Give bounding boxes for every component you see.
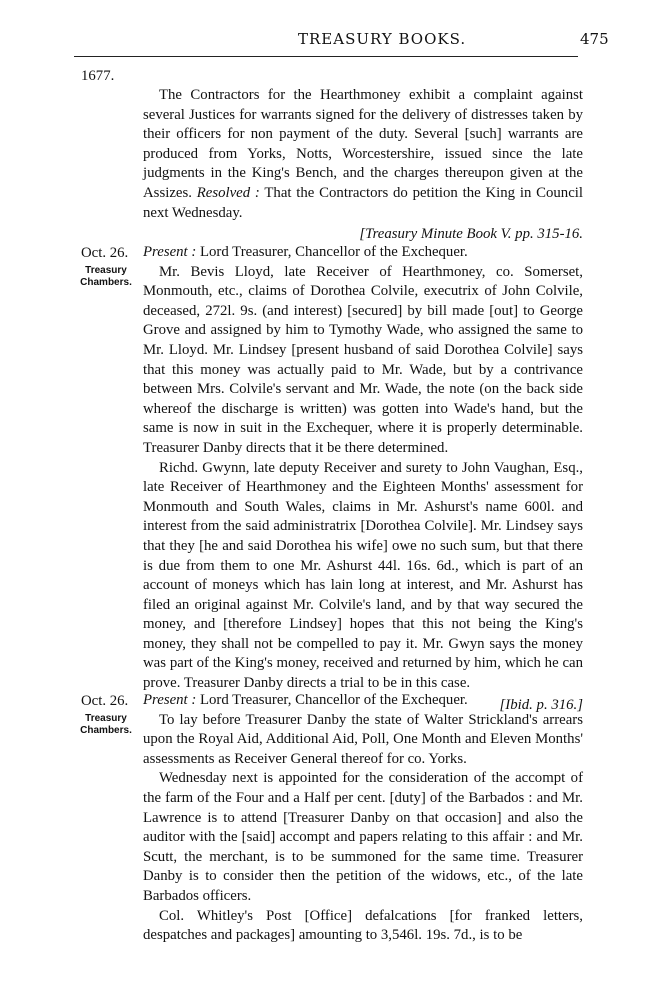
running-head	[0, 30, 672, 50]
entry-3	[143, 691, 583, 946]
running-title: TREASURY BOOKS.	[298, 30, 467, 48]
entry-3-date: Oct. 26.	[81, 693, 129, 709]
resolved-label: Resolved :	[196, 184, 260, 201]
entry-1-paragraph: The Contractors for the Hearthmoney exhibit a complaint against several Justices for warrants signed for the delivery of distresses taken by their officers for non payment of the duty. Several [such] warrants are produced from Yorks, Notts, Worcestershire, issued since the late judgments in the King's Bench, and the charges thereupon given at the Assizes. Resolved : That the Contractors do petition the King in Council next Wednesday.	[143, 87, 583, 221]
entry-1-source: [Treasury Minute Book V. pp. 315-16.	[359, 226, 583, 243]
entry-2-paragraph-1: Mr. Bevis Lloyd, late Receiver of Hearthmoney, co. Somerset, Monmouth, etc., claims of Dorothea Colvile, executrix of John Colvile, deceased, 272l. 9s. (and interest) [secured] by bill made [out] to George Grove and assigned by him to Tymothy Wade, who assigned the same to Mr. Lloyd. Mr. Lindsey [present husband of said Dorothea Colvile] says that this money was actually paid to Mr. Wade, but by a contrivance between Mrs. Colvile's servant and Mr. Wade, the note (on the back side whereof the discharge is written) was gotten into Wade's hand, but the same is now in suit in the Exchequer, where it is properly determinable. Treasurer Danby directs that it be there determined.	[143, 263, 583, 456]
entry-2-place-line2: Chambers.	[80, 277, 132, 288]
entry-3-place-line2: Chambers.	[80, 725, 132, 736]
entry-3-paragraph-3: Col. Whitley's Post [Office] defalcations [for franked letters, despatches and packages] amounting to 3,546l. 19s. 7d., is to be	[143, 907, 583, 944]
entry-2-place-line1: Treasury	[85, 265, 127, 276]
entry-2-present: Present : Lord Treasurer, Chancellor of the Exchequer.	[143, 244, 468, 260]
entry-2-place	[74, 265, 138, 289]
entry-2-paragraph-2: Richd. Gwynn, late deputy Receiver and surety to John Vaughan, Esq., late Receiver of Hearthmoney and the Eighteen Months' assessment for Monmouth and South Wales, claims in Mr. Ashurst's name 600l. and interest from the said administratrix [Dorothea Colvile]. Mr. Lindsey says that they [he and said Dorothea his wife] owe no such sum, but that there is due from them to one Mr. Ashurst 44l. 16s. 6d., which is part of an account of moneys which has lain long at interest, and Mr. Ashurst has filed an original against Mr. Colvile's land, and by that way secured the money, and [therefore Lindsey] hopes that this not being the King's money, they shall not be compelled to pay it. Mr. Gwyn says the money was part of the King's money, received and returned by him, which he can prove. Treasurer Danby directs a trial to be in this case.	[143, 459, 583, 692]
entry-3-paragraph-2: Wednesday next is appointed for the consideration of the accompt of the farm of the Four and a Half per cent. [duty] of the Barbados : and Mr. Lawrence is to attend [Treasurer Danby on that occasion] and also the auditor with the [said] accompt and papers relating to this affair : and Mr. Scutt, the merchant, is to be summoned for the same time. Treasurer Danby is to consider then the petition of the widows, etc., of the late Barbados officers.	[143, 770, 583, 904]
entry-2-date: Oct. 26.	[81, 245, 129, 261]
margin-year: 1677.	[81, 68, 115, 84]
entry-2-source: [Ibid. p. 316.]	[499, 696, 583, 713]
header-rule	[74, 56, 578, 57]
entry-2	[143, 243, 583, 715]
entry-3-place	[74, 713, 138, 737]
entry-3-place-line1: Treasury	[85, 713, 127, 724]
resolved-text: That the Contractors do petition the King in Council next Wednesday.	[143, 184, 583, 221]
entry-1	[143, 86, 583, 245]
entry-3-present: Present : Lord Treasurer, Chancellor of the Exchequer.	[143, 692, 468, 708]
page-number: 475	[580, 30, 609, 48]
entry-3-paragraph-1: To lay before Treasurer Danby the state of Walter Strickland's arrears upon the Royal Aid, Additional Aid, Poll, One Month and Eleven Months' assessments as Receiver General thereof for co. Yorks.	[143, 711, 583, 767]
